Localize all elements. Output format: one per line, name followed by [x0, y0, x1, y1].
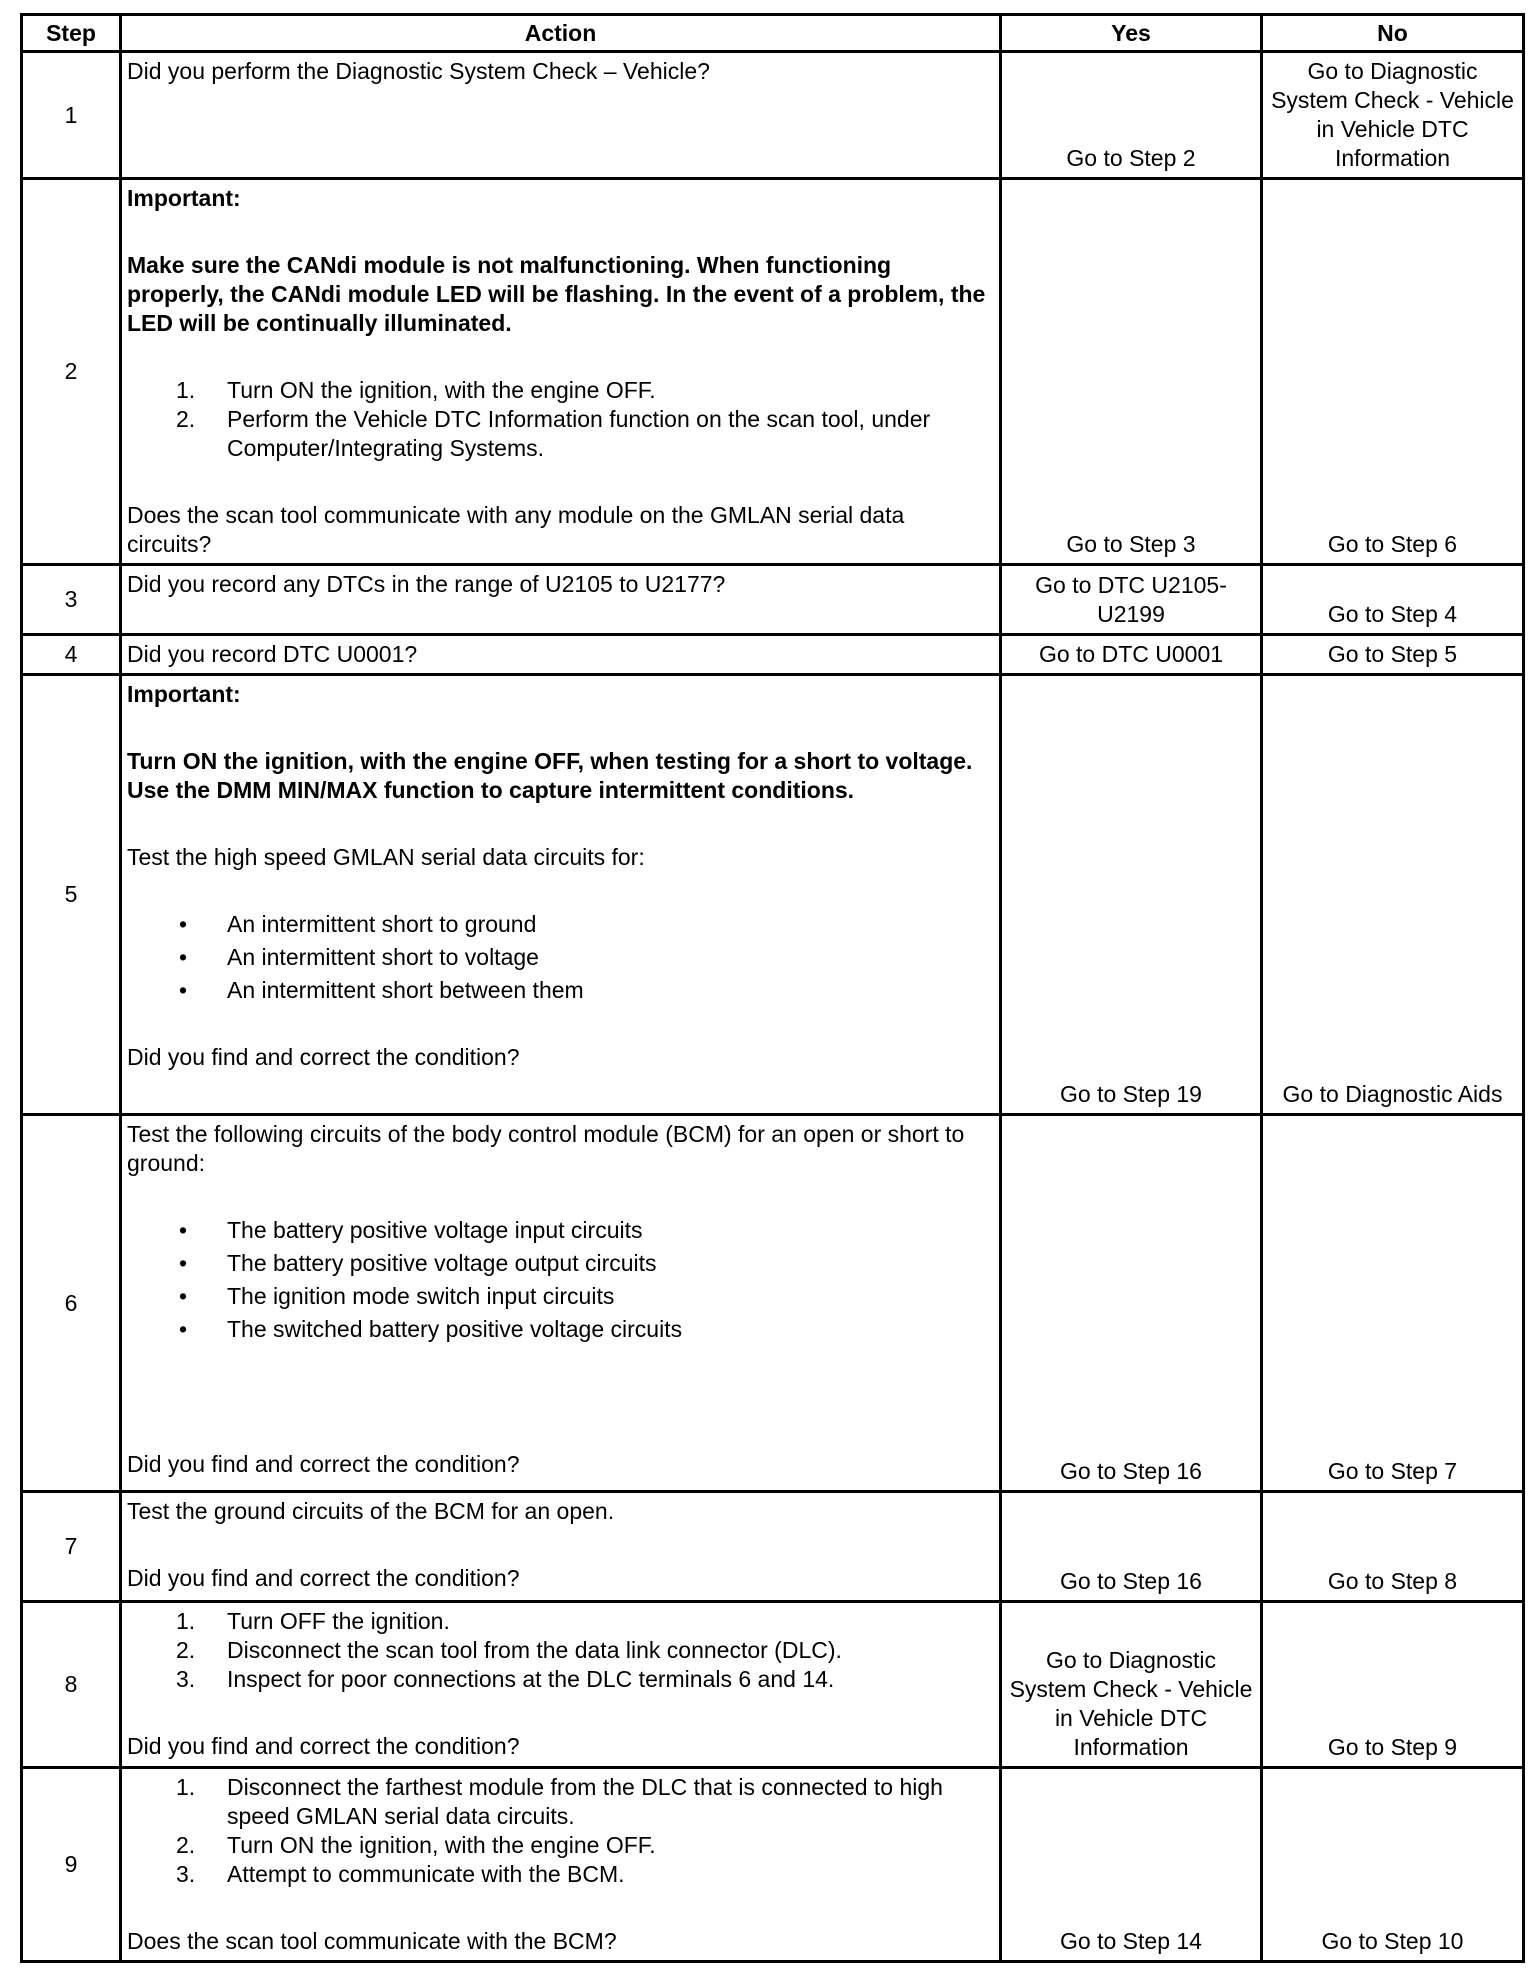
header-yes: Yes: [1001, 15, 1262, 52]
step-number: 3: [22, 565, 121, 635]
action-cell: [121, 635, 1001, 675]
table-row-step-2: [22, 179, 1524, 565]
list-item: 3. Inspect for poor connections at the DLC terminals 6 and 14.: [176, 1666, 835, 1692]
list-marker: 2.: [176, 1637, 196, 1663]
list-item: • The ignition mode switch input circuits: [179, 1283, 615, 1309]
header-action: Action: [121, 15, 1001, 52]
bullet-marker: •: [179, 911, 188, 937]
yes-result: Go to Step 2: [1001, 52, 1262, 179]
no-result: Go to Step 7: [1262, 1115, 1524, 1492]
action-cell: [121, 565, 1001, 635]
bullet-marker: •: [179, 1250, 188, 1276]
list-item: 2. Turn ON the ignition, with the engine OFF.: [176, 1832, 656, 1858]
list-item: 1. Turn ON the ignition, with the engine OFF.: [176, 377, 656, 403]
action-question: Did you find and correct the condition?: [127, 1451, 520, 1477]
list-marker: 1.: [176, 1608, 196, 1634]
yes-result: Go to DTC U2105-U2199: [1001, 565, 1262, 635]
table-row-step-1: [22, 52, 1524, 179]
bullet-list: [127, 910, 994, 1005]
yes-result: Go to Step 16: [1001, 1492, 1262, 1602]
list-item: • An intermittent short between them: [179, 977, 584, 1003]
test-intro: Test the ground circuits of the BCM for an open.: [127, 1498, 615, 1524]
table-row-step-3: [22, 565, 1524, 635]
yes-result: Go to Step 14: [1001, 1768, 1262, 1962]
bullet-marker: •: [179, 1283, 188, 1309]
header-no: No: [1262, 15, 1524, 52]
action-cell: [121, 52, 1001, 179]
table-row-step-4: [22, 635, 1524, 675]
diagnostic-table: [20, 13, 1525, 1963]
action-question: Did you find and correct the condition?: [127, 1733, 520, 1759]
action-cell: [121, 1492, 1001, 1602]
step-number: 8: [22, 1602, 121, 1768]
list-marker: 1.: [176, 1774, 196, 1800]
test-intro: Test the following circuits of the body control module (BCM) for an open or short to ground:: [127, 1121, 965, 1176]
list-item: • The battery positive voltage output circuits: [179, 1250, 657, 1276]
list-item: • An intermittent short to voltage: [179, 944, 539, 970]
action-question: Did you perform the Diagnostic System Check – Vehicle?: [127, 58, 710, 84]
no-result: Go to Step 5: [1262, 635, 1524, 675]
no-result: Go to Step 9: [1262, 1602, 1524, 1768]
procedure-list: [127, 1773, 994, 1889]
table-row-step-6: [22, 1115, 1524, 1492]
important-label: Important:: [127, 185, 241, 211]
list-item: • The battery positive voltage input circuits: [179, 1217, 643, 1243]
action-cell: [121, 179, 1001, 565]
important-note: Make sure the CANdi module is not malfunctioning. When functioning properly, the CANdi module LED will be flashing. In the event of a problem, the LED will be continually illuminated.: [127, 252, 986, 336]
no-result: Go to Step 10: [1262, 1768, 1524, 1962]
action-question: Does the scan tool communicate with any module on the GMLAN serial data circuits?: [127, 502, 905, 557]
list-item: 1. Turn OFF the ignition.: [176, 1608, 450, 1634]
bullet-marker: •: [179, 1217, 188, 1243]
list-marker: 2.: [176, 1832, 196, 1858]
procedure-list: [127, 376, 994, 463]
step-number: 1: [22, 52, 121, 179]
yes-result: Go to Step 16: [1001, 1115, 1262, 1492]
bullet-marker: •: [179, 977, 188, 1003]
list-item: 3. Attempt to communicate with the BCM.: [176, 1861, 625, 1887]
bullet-list: [127, 1216, 994, 1344]
list-marker: 1.: [176, 377, 196, 403]
header-step: Step: [22, 15, 121, 52]
action-question: Did you record DTC U0001?: [127, 641, 418, 667]
procedure-list: [127, 1607, 994, 1694]
no-result: Go to Step 6: [1262, 179, 1524, 565]
list-marker: 3.: [176, 1666, 196, 1692]
important-note: Turn ON the ignition, with the engine OFF, when testing for a short to voltage. Use the DMM MIN/MAX function to capture intermittent conditions.: [127, 748, 973, 803]
yes-result: Go to DTC U0001: [1001, 635, 1262, 675]
no-result: Go to Diagnostic System Check - Vehicle in Vehicle DTC Information: [1262, 52, 1524, 179]
list-item: 1. Disconnect the farthest module from the DLC that is connected to high speed GMLAN serial data circuits.: [176, 1774, 943, 1829]
table-row-step-8: [22, 1602, 1524, 1768]
list-item: 2. Perform the Vehicle DTC Information function on the scan tool, under Computer/Integrating Systems.: [176, 406, 931, 461]
no-result: Go to Step 8: [1262, 1492, 1524, 1602]
bullet-marker: •: [179, 944, 188, 970]
action-question: Did you find and correct the condition?: [127, 1044, 520, 1070]
no-result: Go to Diagnostic Aids: [1262, 675, 1524, 1115]
action-question: Does the scan tool communicate with the BCM?: [127, 1928, 617, 1954]
important-label: Important:: [127, 681, 241, 707]
step-number: 9: [22, 1768, 121, 1962]
no-result: Go to Step 4: [1262, 565, 1524, 635]
bullet-marker: •: [179, 1316, 188, 1342]
list-marker: 2.: [176, 406, 196, 432]
step-number: 5: [22, 675, 121, 1115]
list-item: • An intermittent short to ground: [179, 911, 537, 937]
list-marker: 3.: [176, 1861, 196, 1887]
step-number: 6: [22, 1115, 121, 1492]
step-number: 7: [22, 1492, 121, 1602]
action-cell: [121, 675, 1001, 1115]
table-row-step-5: [22, 675, 1524, 1115]
yes-result: Go to Diagnostic System Check - Vehicle in Vehicle DTC Information: [1001, 1602, 1262, 1768]
list-item: 2. Disconnect the scan tool from the data link connector (DLC).: [176, 1637, 842, 1663]
action-question: Did you record any DTCs in the range of U2105 to U2177?: [127, 571, 726, 597]
test-intro: Test the high speed GMLAN serial data circuits for:: [127, 844, 645, 870]
step-number: 2: [22, 179, 121, 565]
yes-result: Go to Step 3: [1001, 179, 1262, 565]
action-cell: [121, 1602, 1001, 1768]
action-cell: [121, 1768, 1001, 1962]
table-row-step-7: [22, 1492, 1524, 1602]
header-row: [22, 15, 1524, 52]
step-number: 4: [22, 635, 121, 675]
action-question: Did you find and correct the condition?: [127, 1565, 520, 1591]
list-item: • The switched battery positive voltage circuits: [179, 1316, 683, 1342]
yes-result: Go to Step 19: [1001, 675, 1262, 1115]
action-cell: [121, 1115, 1001, 1492]
table-row-step-9: [22, 1768, 1524, 1962]
